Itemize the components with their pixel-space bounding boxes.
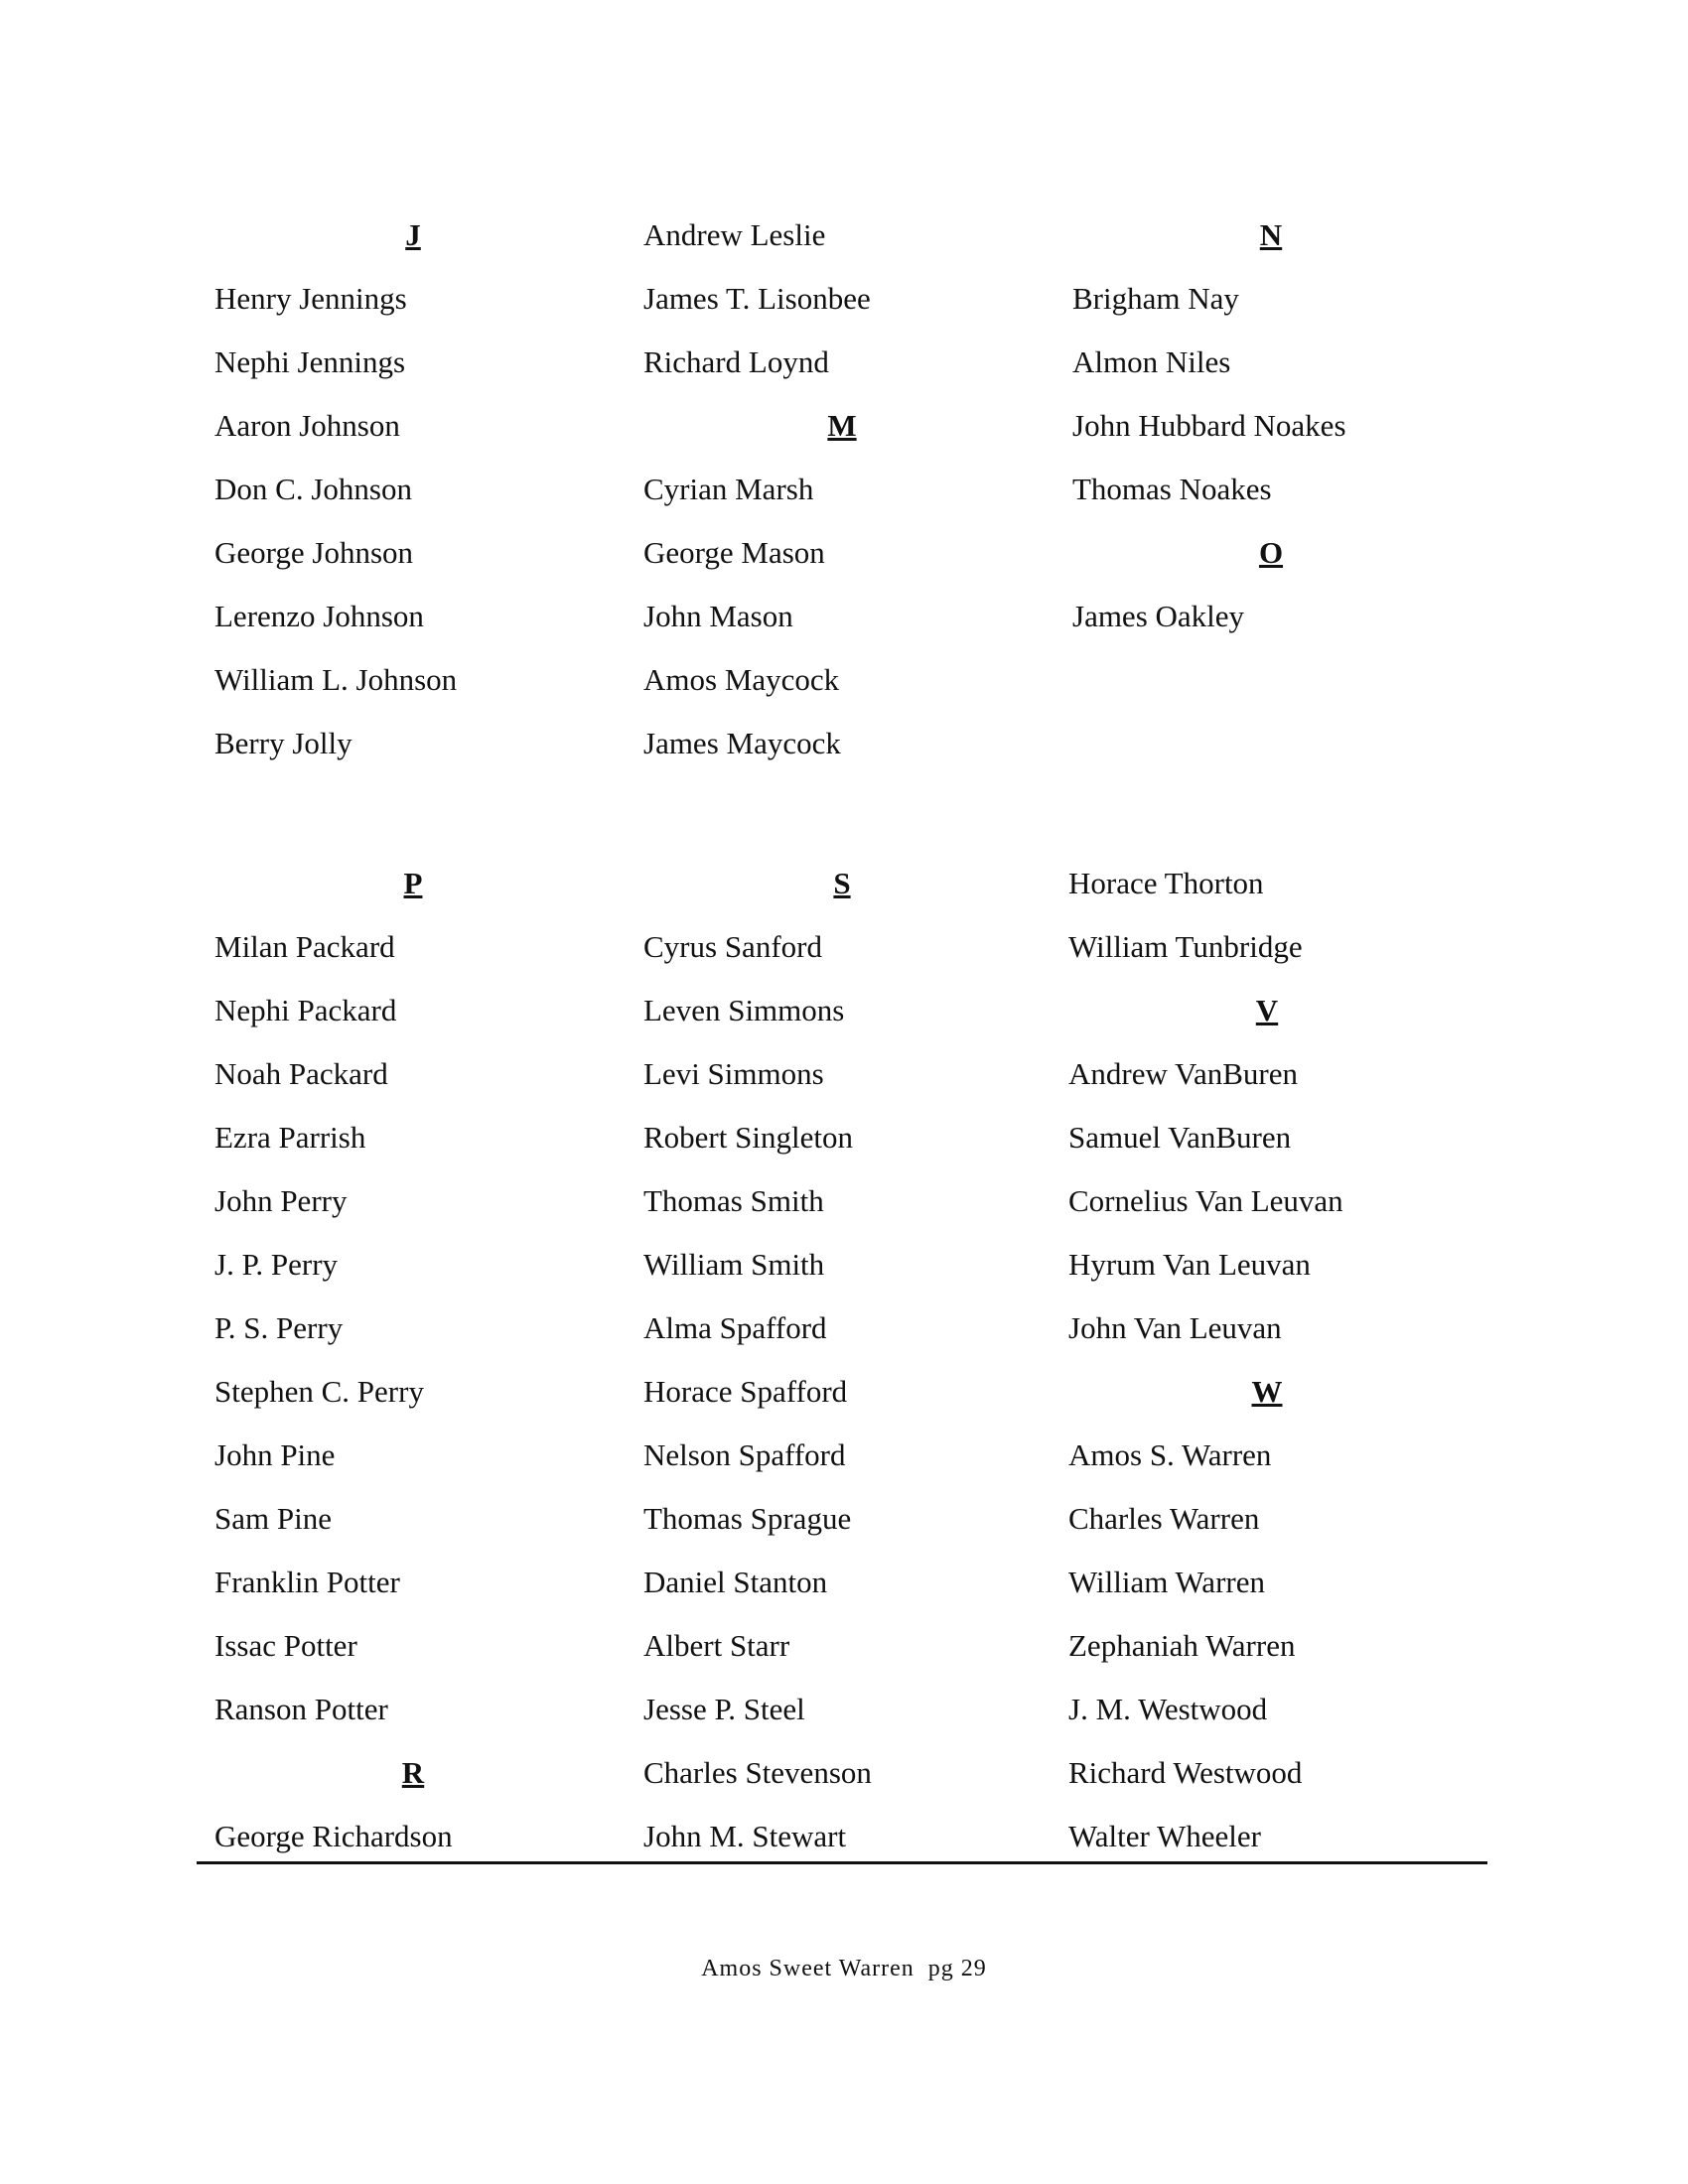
name-entry: Aaron Johnson xyxy=(214,408,400,443)
name-entry: Alma Spafford xyxy=(643,1310,827,1345)
name-entry: John Mason xyxy=(643,599,793,633)
column-n-o xyxy=(1072,204,1470,648)
name-entry: J. M. Westwood xyxy=(1068,1692,1268,1726)
name-entry: Berry Jolly xyxy=(214,726,352,760)
name-entry: Charles Warren xyxy=(1068,1501,1260,1536)
name-entry: Leven Simmons xyxy=(643,993,845,1027)
letter-heading: O xyxy=(1258,535,1284,570)
name-entry: Stephen C. Perry xyxy=(214,1374,424,1409)
name-entry: William Tunbridge xyxy=(1068,929,1303,964)
name-entry: P. S. Perry xyxy=(214,1310,344,1345)
column-s xyxy=(643,852,1041,1868)
name-entry: Franklin Potter xyxy=(214,1565,400,1599)
name-entry: Cornelius Van Leuvan xyxy=(1068,1183,1343,1218)
name-entry: Nephi Packard xyxy=(214,993,397,1027)
name-entry: Nelson Spafford xyxy=(643,1437,846,1472)
name-entry: Thomas Sprague xyxy=(643,1501,852,1536)
name-entry: Noah Packard xyxy=(214,1056,388,1091)
name-entry: John Perry xyxy=(214,1183,348,1218)
name-entry: Walter Wheeler xyxy=(1068,1819,1262,1853)
name-entry: John Pine xyxy=(214,1437,336,1472)
letter-heading: V xyxy=(1255,993,1279,1027)
letter-heading: J xyxy=(405,217,421,252)
name-entry: Don C. Johnson xyxy=(214,472,412,506)
name-entry: James Oakley xyxy=(1072,599,1245,633)
name-entry: George Richardson xyxy=(214,1819,453,1853)
letter-heading: P xyxy=(403,866,423,900)
name-entry: Cyrus Sanford xyxy=(643,929,822,964)
name-entry: Henry Jennings xyxy=(214,281,407,316)
name-entry: George Johnson xyxy=(214,535,414,570)
name-entry: Nephi Jennings xyxy=(214,344,406,379)
name-entry: Amos S. Warren xyxy=(1068,1437,1272,1472)
letter-heading: N xyxy=(1259,217,1283,252)
name-entry: William Smith xyxy=(643,1247,825,1282)
name-entry: Daniel Stanton xyxy=(643,1565,828,1599)
letter-heading: M xyxy=(827,408,857,443)
name-entry: Samuel VanBuren xyxy=(1068,1120,1292,1155)
name-entry: Richard Westwood xyxy=(1068,1755,1303,1790)
name-entry: James T. Lisonbee xyxy=(643,281,871,316)
column-p-r xyxy=(214,852,612,1868)
column-j xyxy=(214,204,612,775)
name-entry: John Van Leuvan xyxy=(1068,1310,1282,1345)
name-entry: Robert Singleton xyxy=(643,1120,853,1155)
name-entry: Thomas Smith xyxy=(643,1183,824,1218)
name-entry: Albert Starr xyxy=(643,1628,790,1663)
column-t-w xyxy=(1068,852,1466,1868)
name-entry: Thomas Noakes xyxy=(1072,472,1272,506)
name-entry: John Hubbard Noakes xyxy=(1072,408,1346,443)
letter-heading: S xyxy=(833,866,851,900)
name-entry: William L. Johnson xyxy=(214,662,458,697)
name-entry: Cyrian Marsh xyxy=(643,472,814,506)
name-entry: J. P. Perry xyxy=(214,1247,339,1282)
name-entry: Sam Pine xyxy=(214,1501,332,1536)
name-entry: Horace Thorton xyxy=(1068,866,1264,900)
name-entry: Amos Maycock xyxy=(643,662,840,697)
name-entry: Issac Potter xyxy=(214,1628,357,1663)
name-entry: Jesse P. Steel xyxy=(643,1692,805,1726)
name-entry: Richard Loynd xyxy=(643,344,829,379)
name-entry: Milan Packard xyxy=(214,929,395,964)
letter-heading: R xyxy=(401,1755,425,1790)
name-entry: Zephaniah Warren xyxy=(1068,1628,1296,1663)
name-entry: Andrew VanBuren xyxy=(1068,1056,1299,1091)
column-l-m xyxy=(643,204,1041,775)
page-footer: Amos Sweet Warren pg 29 xyxy=(701,1956,987,1981)
name-entry: James Maycock xyxy=(643,726,841,760)
name-entry: Andrew Leslie xyxy=(643,217,826,252)
letter-heading: W xyxy=(1251,1374,1283,1409)
name-entry: Ranson Potter xyxy=(214,1692,388,1726)
horizontal-rule xyxy=(197,1861,1487,1864)
name-entry: William Warren xyxy=(1068,1565,1265,1599)
name-entry: Brigham Nay xyxy=(1072,281,1239,316)
name-entry: Lerenzo Johnson xyxy=(214,599,424,633)
name-entry: Hyrum Van Leuvan xyxy=(1068,1247,1311,1282)
name-entry: Horace Spafford xyxy=(643,1374,848,1409)
name-entry: John M. Stewart xyxy=(643,1819,847,1853)
name-entry: Levi Simmons xyxy=(643,1056,824,1091)
name-entry: George Mason xyxy=(643,535,825,570)
name-entry: Ezra Parrish xyxy=(214,1120,366,1155)
name-entry: Charles Stevenson xyxy=(643,1755,872,1790)
name-entry: Almon Niles xyxy=(1072,344,1231,379)
